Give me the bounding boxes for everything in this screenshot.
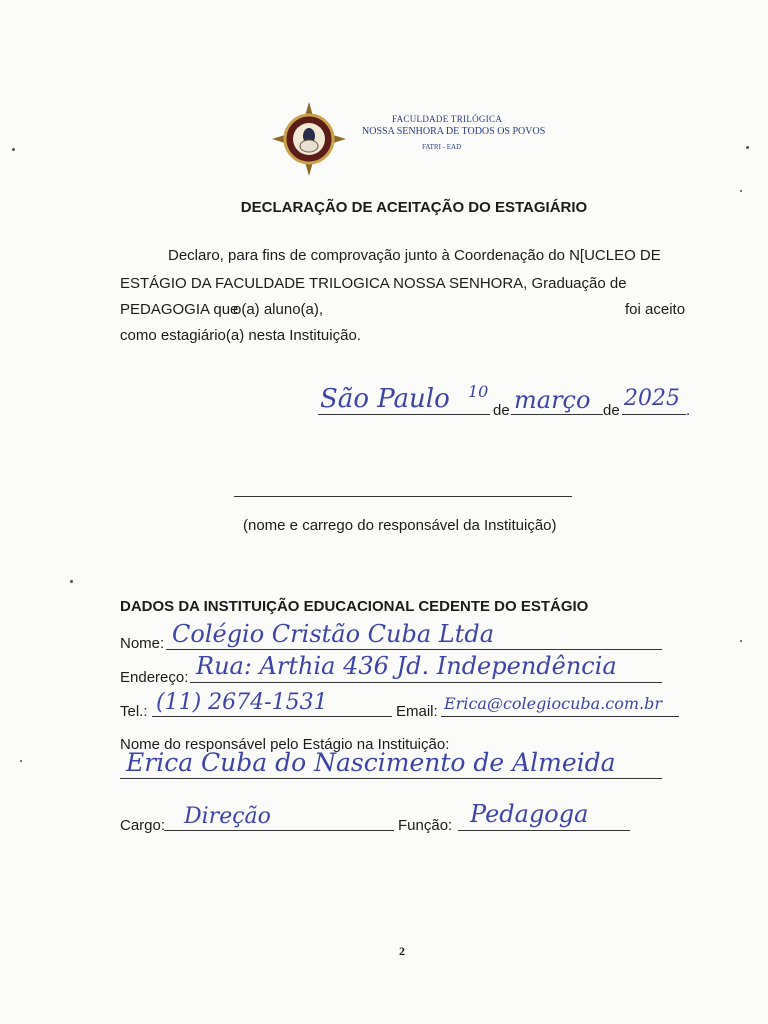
document-title: DECLARAÇÃO DE ACEITAÇÃO DO ESTAGIÁRIO: [240, 199, 588, 216]
date-month: março: [514, 386, 591, 414]
page-number: 2: [399, 944, 405, 958]
signature-caption: (nome e carrego do responsável da Instituição): [243, 517, 557, 534]
scan-speck: [12, 148, 15, 151]
scan-speck: [740, 190, 742, 192]
faculty-seal: [270, 100, 348, 178]
institution-line1: FACULDADE TRILÓGICA: [392, 114, 503, 124]
nome-underline: [166, 649, 662, 650]
funcao-value: Pedagoga: [470, 800, 589, 828]
tel-underline: [152, 716, 392, 717]
responsavel-value: Erica Cuba do Nascimento de Almeida: [126, 748, 616, 777]
declaration-line3c: foi aceito: [625, 301, 686, 318]
date-city: São Paulo: [320, 384, 450, 414]
tel-label: Tel.:: [120, 703, 148, 720]
cargo-label: Cargo:: [120, 817, 166, 834]
email-value: Erica@colegiocuba.com.br: [444, 694, 662, 713]
declaration-line4: como estagiário(a) nesta Instituição.: [120, 327, 361, 344]
city-underline: [318, 414, 490, 415]
institution-line2: NOSSA SENHORA DE TODOS OS POVOS: [362, 126, 546, 137]
scan-speck: [740, 640, 742, 642]
endereco-label: Endereço:: [120, 669, 189, 686]
responsavel-label: Nome do responsável pelo Estágio na Instituição:: [120, 736, 450, 753]
endereco-underline: [190, 682, 662, 683]
declaration-line1: Declaro, para fins de comprovação junto à Coordenação do N[UCLEO DE: [168, 247, 661, 264]
cargo-value: Direção: [184, 804, 271, 829]
section-title: DADOS DA INSTITUIÇÃO EDUCACIONAL CEDENTE DO ESTÁGIO: [120, 598, 589, 615]
tel-value: (11) 2674-1531: [156, 690, 328, 715]
date-de2: de: [603, 402, 620, 419]
date-year: 2025: [624, 386, 680, 411]
scan-speck: [70, 580, 73, 583]
responsavel-underline: [120, 778, 662, 779]
nome-label: Nome:: [120, 635, 165, 652]
scan-speck: [20, 760, 22, 762]
declaration-line3b: o(a) aluno(a),: [233, 301, 324, 318]
email-underline: [441, 716, 679, 717]
endereco-value: Rua: Arthia 436 Jd. Independência: [196, 652, 617, 680]
signature-line: [234, 496, 572, 497]
declaration-line3a: PEDAGOGIA que: [120, 301, 239, 318]
institution-line3: FATRI - EAD: [422, 143, 462, 151]
funcao-underline: [458, 830, 630, 831]
month-underline: [511, 414, 603, 415]
date-end: .: [686, 402, 691, 419]
scan-speck: [746, 146, 749, 149]
nome-value: Colégio Cristão Cuba Ltda: [172, 620, 495, 648]
email-label: Email:: [396, 703, 438, 720]
date-de1: de: [493, 402, 510, 419]
declaration-line2: ESTÁGIO DA FACULDADE TRILOGICA NOSSA SENHORA, Graduação de: [120, 275, 627, 292]
funcao-label: Função:: [398, 817, 453, 834]
year-underline: [622, 414, 686, 415]
cargo-underline: [164, 830, 394, 831]
date-day: 10: [468, 382, 489, 401]
